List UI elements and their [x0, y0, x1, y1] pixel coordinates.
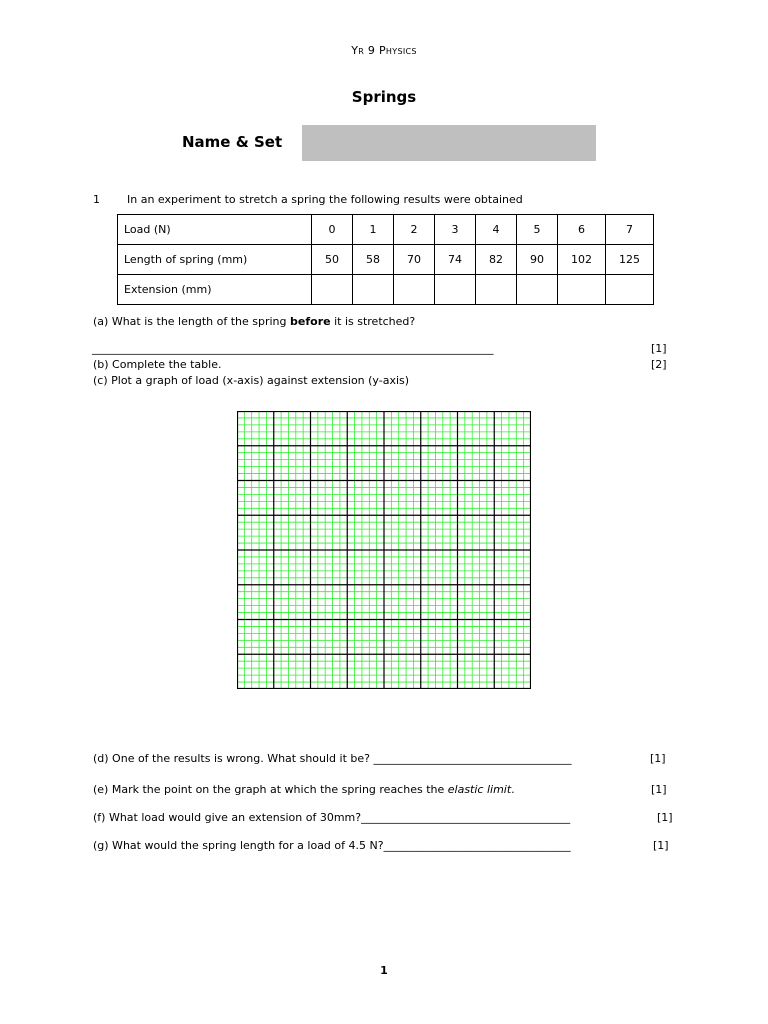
question-number: 1 [93, 193, 100, 206]
question-a [93, 315, 415, 328]
page-title: Springs [351, 88, 417, 106]
question-intro: In an experiment to stretch a spring the following results were obtained [127, 193, 523, 206]
mark-f: [1] [657, 811, 673, 824]
table-row-load-row [118, 215, 654, 245]
question-f: (f) What load would give an extension of 30mm?______________________________________ [93, 811, 571, 824]
table-cell: 4 [476, 215, 517, 245]
extension-input-cell[interactable] [353, 275, 394, 305]
question-a-text: (a) What is the length of the spring [93, 315, 291, 328]
page-number: 1 [380, 964, 388, 977]
table-cell: 70 [394, 245, 435, 275]
table-cell: 6 [558, 215, 606, 245]
table-row-extension-row [118, 275, 654, 305]
table-cell: 7 [606, 215, 654, 245]
table-cell: 102 [558, 245, 606, 275]
table-cell: 50 [312, 245, 353, 275]
mark-b: [2] [651, 358, 667, 371]
extension-input-cell[interactable] [558, 275, 606, 305]
question-e-text: (e) Mark the point on the graph at which the spring reaches the [93, 783, 448, 796]
extension-input-cell[interactable] [517, 275, 558, 305]
row-label: Load (N) [118, 215, 312, 245]
table-cell: 1 [353, 215, 394, 245]
table-cell: 82 [476, 245, 517, 275]
answer-line-a[interactable]: _________________________________________________________________________ [92, 342, 494, 355]
page-header: Yr 9 Physics [351, 44, 417, 57]
table-cell: 3 [435, 215, 476, 245]
mark-a: [1] [651, 342, 667, 355]
name-set-label: Name & Set [182, 133, 283, 151]
table-cell: 74 [435, 245, 476, 275]
question-d: (d) One of the results is wrong. What should it be? ____________________________________ [93, 752, 572, 765]
extension-input-cell[interactable] [606, 275, 654, 305]
question-b: (b) Complete the table. [93, 358, 222, 371]
extension-input-cell[interactable] [394, 275, 435, 305]
table-cell: 125 [606, 245, 654, 275]
question-g: (g) What would the spring length for a load of 4.5 N?__________________________________ [93, 839, 571, 852]
mark-d: [1] [650, 752, 666, 765]
table-cell: 58 [353, 245, 394, 275]
extension-input-cell[interactable] [312, 275, 353, 305]
question-a-text-end: it is stretched? [330, 315, 416, 328]
extension-input-cell[interactable] [435, 275, 476, 305]
mark-e: [1] [651, 783, 667, 796]
table-row-length-row [118, 245, 654, 275]
question-a-bold: before [290, 315, 331, 328]
row-label: Length of spring (mm) [118, 245, 312, 275]
extension-input-cell[interactable] [476, 275, 517, 305]
question-e-italic: elastic limit [447, 783, 512, 796]
name-set-field[interactable] [302, 125, 596, 161]
graph-paper[interactable] [237, 411, 531, 689]
results-table [117, 214, 654, 305]
row-label: Extension (mm) [118, 275, 312, 305]
question-e [93, 783, 515, 796]
table-cell: 0 [312, 215, 353, 245]
table-cell: 90 [517, 245, 558, 275]
table-cell: 5 [517, 215, 558, 245]
question-c: (c) Plot a graph of load (x-axis) against extension (y-axis) [93, 374, 410, 387]
mark-g: [1] [653, 839, 669, 852]
question-e-text-end: . [511, 783, 515, 796]
table-cell: 2 [394, 215, 435, 245]
